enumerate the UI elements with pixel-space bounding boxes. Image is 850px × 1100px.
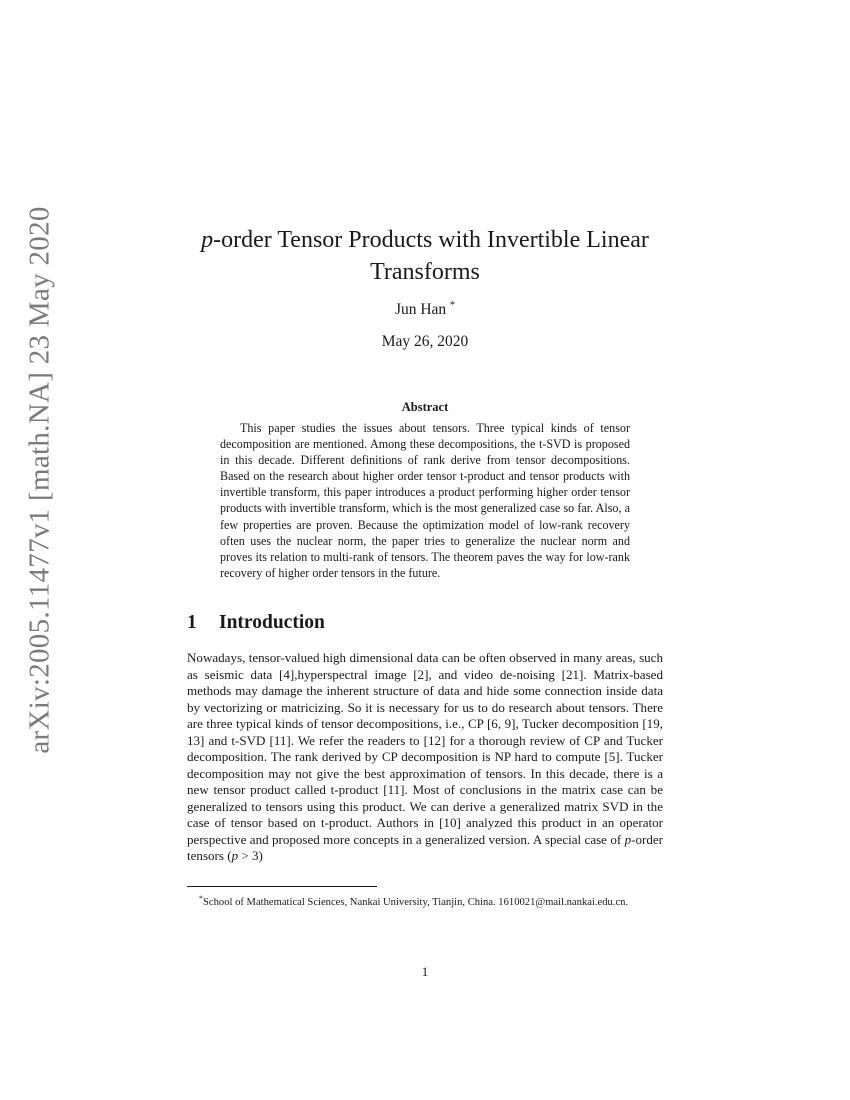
arxiv-stamp: arXiv:2005.11477v1 [math.NA] 23 May 2020	[23, 206, 56, 754]
section-number: 1	[187, 612, 197, 633]
intro-text-end: > 3)	[238, 848, 263, 863]
paper-title	[187, 224, 663, 288]
footnote	[187, 892, 663, 910]
intro-text: Nowadays, tensor-valued high dimensional data can be often observed in many areas, such as seismic data [4],hyperspectral image [2], and video de-noising [21]. Matrix-based methods may damage the inherent structure of data and hide some connection inside data by vectorizing or matricizing. So it is necessary for us to do research about tensors. There are three typical kinds of tensor decompositions, i.e., CP [6, 9], Tucker decomposition [19, 13] and t-SVD [11]. We refer the readers to [12] for a thorough review of CP and Tucker decomposition. The rank derived by CP decomposition is NP hard to compute [5]. Tucker decomposition may not give the best approximation of tensors. In this decade, there is a new tensor product called t-product [11]. Most of conclusions in the matrix case can be generalized to tensors using this product. We can derive a generalized matrix SVD in the case of tensor based on t-product. Authors in [10] analyzed this product in an operator perspective and proposed more concepts in a generalized version. A special case of	[187, 650, 663, 847]
intro-variable-p2: p	[231, 848, 239, 863]
intro-paragraph	[187, 650, 663, 865]
footnote-text: School of Mathematical Sciences, Nankai University, Tianjin, China. 1610021@mail.nankai.edu.cn.	[203, 897, 629, 908]
title-line-1: -order Tensor Products with Invertible Linear	[213, 227, 649, 253]
intro-text-mid: -order tensors (	[187, 831, 663, 863]
footnote-rule	[187, 886, 377, 887]
author-footnote-mark: *	[450, 300, 456, 311]
abstract-heading: Abstract	[401, 400, 449, 414]
paper-date: May 26, 2020	[381, 333, 469, 350]
title-variable: p	[201, 227, 214, 253]
author	[187, 300, 663, 319]
footnote-mark: *	[199, 894, 203, 903]
section-title: Introduction	[219, 612, 325, 633]
page-number: 1	[421, 964, 429, 979]
abstract-body: This paper studies the issues about tensors. Three typical kinds of tensor decomposition are mentioned. Among these decompositions, the t-SVD is proposed in this decade. Different definitions of rank derive from tensor decompositions. Based on the research about higher order tensor t-product and tensor products with invertible transform, this paper introduces a product performing higher order tensor products with invertible transform, which is the most generalized case so far. Also, a few properties are proven. Because the optimization model of low-rank recovery often uses the nuclear norm, the paper tries to generalize the nuclear norm and proves its relation to multi-rank of tensors. The theorem paves the way for low-rank recovery of higher order tensors in the future.	[220, 421, 630, 580]
title-line-2: Transforms	[370, 259, 480, 285]
author-name: Jun Han	[394, 301, 447, 318]
intro-variable-p: p	[624, 831, 632, 847]
section-heading	[187, 612, 663, 634]
